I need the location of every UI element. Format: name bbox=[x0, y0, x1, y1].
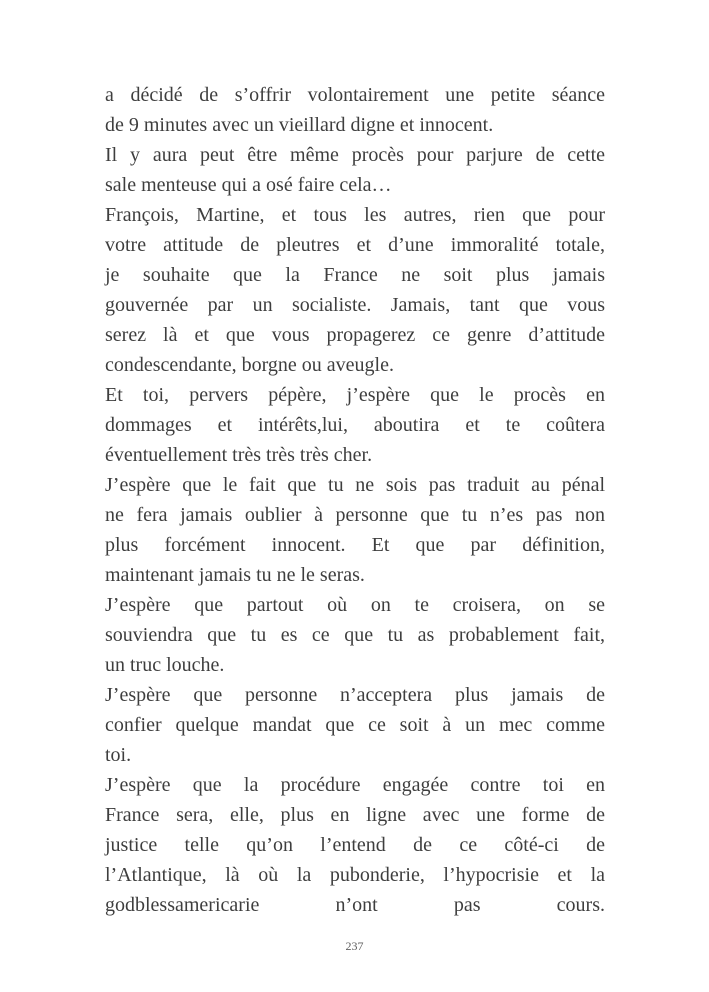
text-line: éventuellement très très très cher. bbox=[105, 444, 373, 466]
text-line: toi. bbox=[105, 744, 132, 766]
text-line: votre attitude de pleutres et d’une immoralité totale, bbox=[105, 234, 605, 256]
text-line: ne fera jamais oublier à personne que tu n’es pas non bbox=[105, 504, 605, 526]
text-line: François, Martine, et tous les autres, rien que pour bbox=[105, 204, 605, 226]
text-line: sale menteuse qui a osé faire cela… bbox=[105, 174, 392, 196]
text-line: justice telle qu’on l’entend de ce côté-ci de bbox=[105, 834, 605, 856]
text-line: condescendante, borgne ou aveugle. bbox=[105, 354, 394, 376]
text-line: J’espère que la procédure engagée contre toi en bbox=[105, 774, 605, 796]
text-line: serez là et que vous propagerez ce genre d’attitude bbox=[105, 324, 605, 346]
text-line: J’espère que le fait que tu ne sois pas traduit au pénal bbox=[105, 474, 605, 496]
text-line: Et toi, pervers pépère, j’espère que le procès en bbox=[105, 384, 605, 406]
page-number: 237 bbox=[345, 939, 364, 953]
text-line: Il y aura peut être même procès pour parjure de cette bbox=[105, 144, 605, 166]
paragraph bbox=[105, 470, 605, 590]
text-line: godblessamericarie n’ont pas cours. bbox=[105, 894, 605, 916]
text-line: J’espère que partout où on te croisera, on se bbox=[105, 594, 605, 616]
text-line: dommages et intérêts,lui, aboutira et te coûtera bbox=[105, 414, 605, 436]
paragraph bbox=[105, 200, 605, 380]
paragraph bbox=[105, 770, 605, 920]
text-line: de 9 minutes avec un vieillard digne et innocent. bbox=[105, 114, 494, 136]
paragraph bbox=[105, 80, 605, 140]
text-line: gouvernée par un socialiste. Jamais, tant que vous bbox=[105, 294, 605, 316]
text-line: plus forcément innocent. Et que par définition, bbox=[105, 534, 605, 556]
paragraph bbox=[105, 140, 605, 200]
text-line: maintenant jamais tu ne le seras. bbox=[105, 564, 365, 586]
paragraph bbox=[105, 380, 605, 470]
paragraph bbox=[105, 590, 605, 680]
text-line: un truc louche. bbox=[105, 654, 225, 676]
text-line: l’Atlantique, là où la pubonderie, l’hypocrisie et la bbox=[105, 864, 605, 886]
page-text bbox=[105, 80, 605, 920]
text-line: souviendra que tu es ce que tu as probablement fait, bbox=[105, 624, 605, 646]
text-line: a décidé de s’offrir volontairement une petite séance bbox=[105, 84, 605, 106]
paragraph bbox=[105, 680, 605, 770]
text-line: confier quelque mandat que ce soit à un mec comme bbox=[105, 714, 605, 736]
text-line: J’espère que personne n’acceptera plus jamais de bbox=[105, 684, 605, 706]
text-line: je souhaite que la France ne soit plus jamais bbox=[105, 264, 605, 286]
text-line: France sera, elle, plus en ligne avec une forme de bbox=[105, 804, 605, 826]
